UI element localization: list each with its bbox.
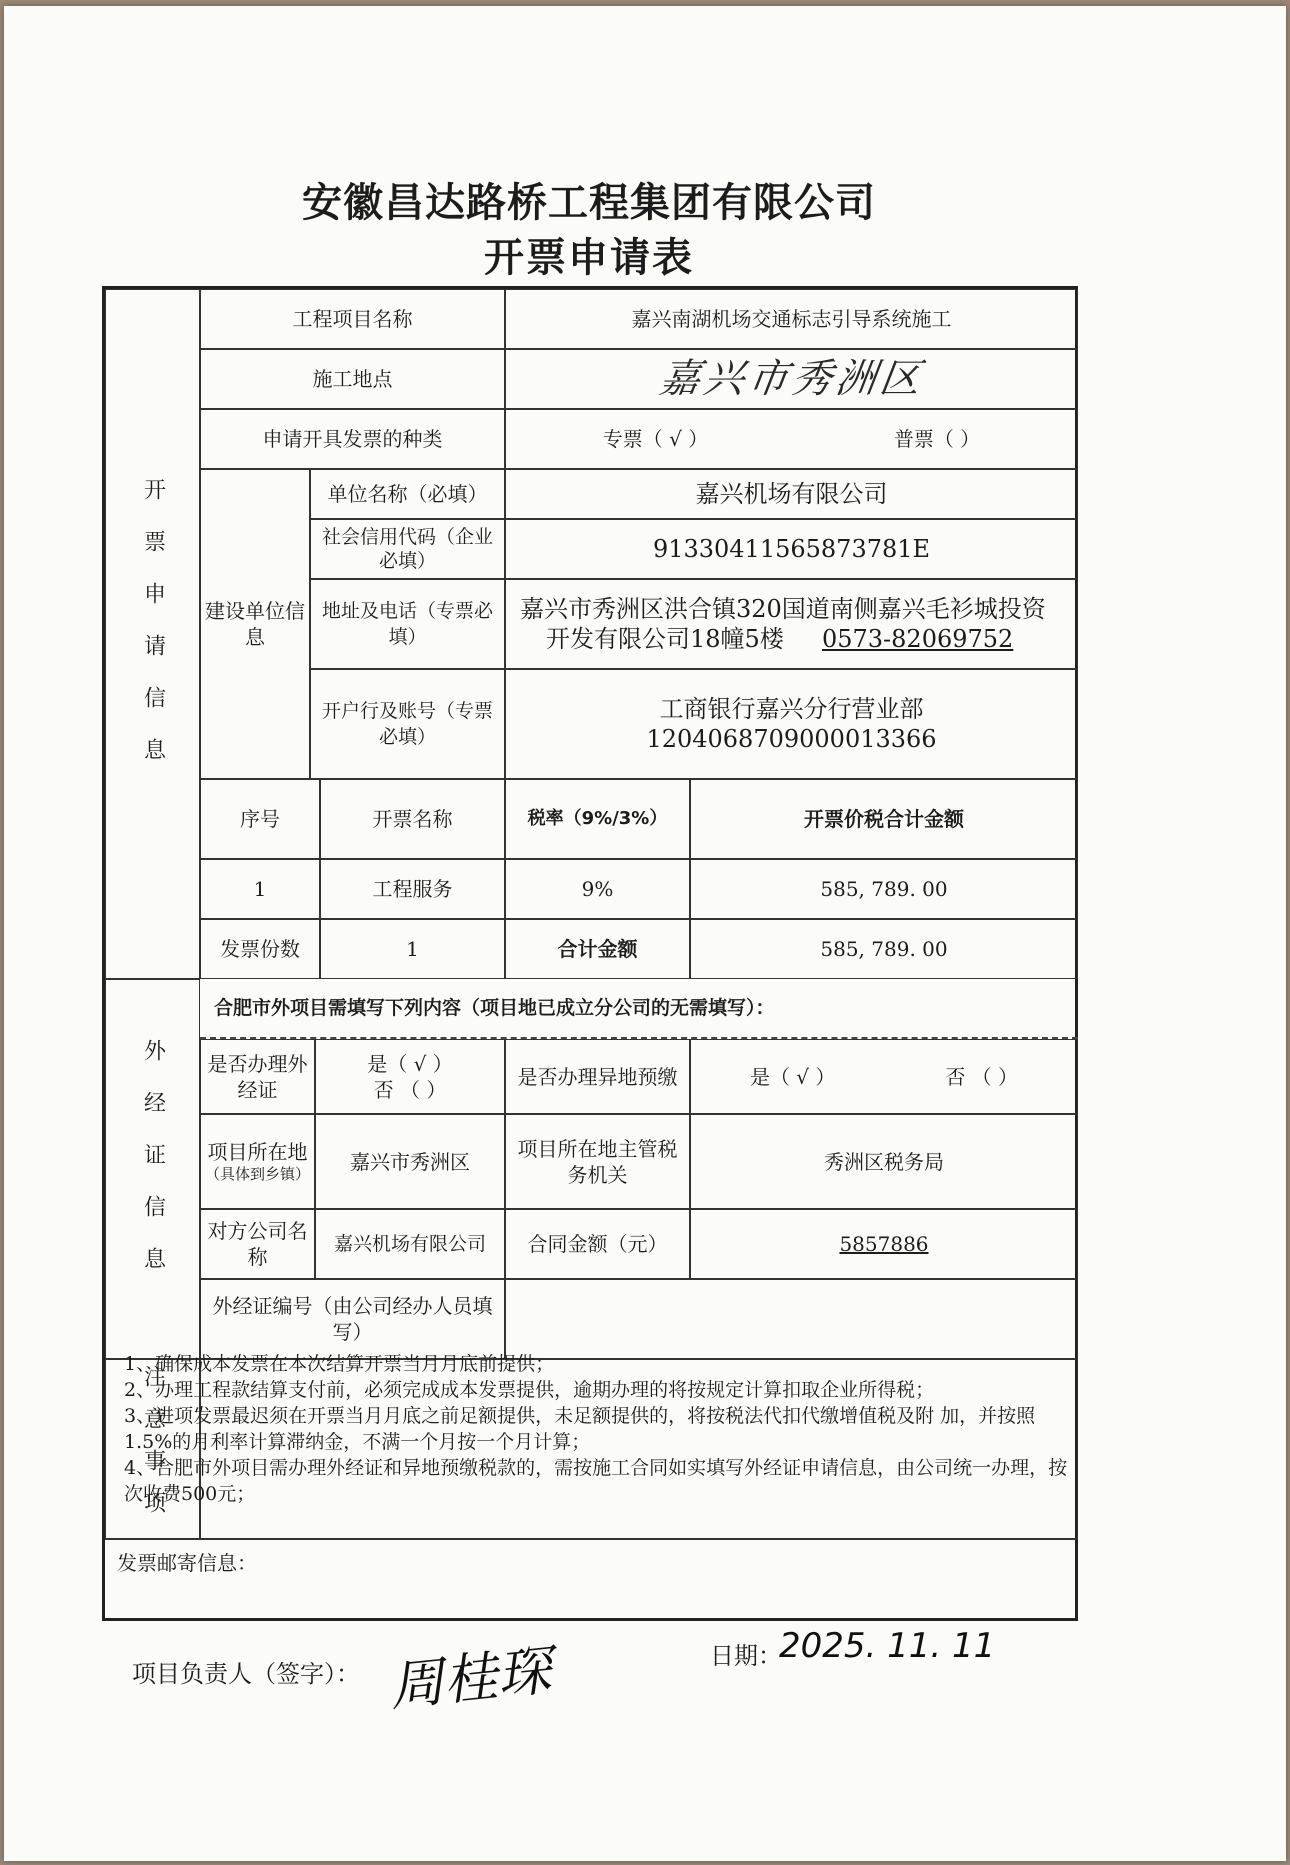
total-label: 合计金额 [505, 919, 690, 979]
bank-account: 1204068709000013366 [646, 725, 937, 753]
cert-number-label: 外经证编号（由公司经办人员填写） [200, 1279, 505, 1359]
date-handwritten: 2025. 11. 11 [779, 1626, 996, 1666]
site-sub-label: （具体到乡镇） [205, 1165, 311, 1183]
col-header-amount: 开票价税合计金额 [690, 779, 1078, 859]
bank-name: 工商银行嘉兴分行营业部 [659, 695, 924, 723]
bank-label: 开户行及账号（专票必填） [310, 669, 505, 779]
site-label: 项目所在地 [207, 1140, 308, 1164]
row-index: 1 [200, 859, 320, 919]
address-line2: 开发有限公司18幢5楼 [546, 625, 784, 653]
site-value: 嘉兴市秀洲区 [315, 1114, 505, 1209]
signature: 周桂琛 [386, 1638, 555, 1719]
counterparty: 嘉兴机场有限公司 [315, 1209, 505, 1279]
builder-group-label: 建设单位信息 [200, 469, 310, 779]
invoice-type-cell [505, 409, 1078, 469]
invoice-type-label: 申请开具发票的种类 [200, 409, 505, 469]
cert-yes: 是（ √ ） [367, 1051, 453, 1076]
location-label: 施工地点 [200, 349, 505, 409]
phone: 0573-82069752 [821, 625, 1014, 653]
prepay-yes: 是（ √ ） [749, 1064, 836, 1089]
normal-invoice-option: 普票（ ） [893, 427, 981, 451]
external-intro: 合肥市外项目需填写下列内容（项目地已成立分公司的无需填写）： [200, 979, 1078, 1039]
bank-cell [505, 669, 1078, 779]
address-line1: 嘉兴市秀洲区洪合镇320国道南侧嘉兴毛衫城投资 [520, 595, 1046, 623]
cert-number-value [505, 1279, 1078, 1359]
project-name: 嘉兴南湖机场交通标志引导系统施工 [505, 289, 1078, 349]
note-item: 2、办理工程款结算支付前，必须完成成本发票提供，逾期办理的将按规定计算扣取企业所得税； [124, 1379, 935, 1401]
project-name-label: 工程项目名称 [200, 289, 505, 349]
row-rate: 9% [505, 859, 690, 919]
section-notes: 注意事项 [140, 1365, 166, 1533]
row-name: 工程服务 [320, 859, 505, 919]
cert-no: 否 （ ） [373, 1077, 447, 1102]
credit-code: 91330411565873781E [505, 519, 1078, 579]
signer-label: 项目负责人（签字）： [132, 1660, 360, 1688]
location-handwritten: 嘉兴市秀洲区 [656, 356, 927, 402]
col-header-name: 开票名称 [320, 779, 505, 859]
tax-office: 秀洲区税务局 [690, 1114, 1078, 1209]
contract-label: 合同金额（元） [505, 1209, 690, 1279]
cert-label: 是否办理外经证 [200, 1039, 315, 1114]
section-external-cert: 外经证信息 [140, 1039, 166, 1299]
mail-info [105, 1539, 1078, 1621]
company-title: 安徽昌达路桥工程集团有限公司 [302, 180, 876, 226]
unit-name: 嘉兴机场有限公司 [505, 469, 1078, 519]
address-line2-wrap [520, 624, 1013, 654]
col-header-index: 序号 [200, 779, 320, 859]
section-invoice-info: 开票申请信息 [140, 478, 166, 790]
unit-label: 单位名称（必填） [310, 469, 505, 519]
date-label: 日期： [710, 1642, 782, 1670]
special-invoice-option: 专票（ √ ） [602, 427, 709, 451]
site-label-cell [200, 1114, 315, 1209]
mail-label: 发票邮寄信息： [117, 1551, 257, 1575]
col-header-rate: 税率（9%/3%） [505, 779, 690, 859]
total-amount: 585, 789. 00 [690, 919, 1078, 979]
cert-options [315, 1039, 505, 1114]
notes-list [124, 1351, 1079, 1507]
paper [4, 6, 1286, 1861]
location-cell [505, 349, 1078, 409]
address-label: 地址及电话（专票必填） [310, 579, 505, 669]
note-item: 4、合肥市外项目需办理外经证和异地预缴税款的，需按施工合同如实填写外经证申请信息，由公司统一办理，按次收费500元； [124, 1457, 1068, 1505]
tax-office-label: 项目所在地主管税务机关 [505, 1114, 690, 1209]
row-amount: 585, 789. 00 [690, 859, 1078, 919]
contract-amount: 5857886 [839, 1232, 929, 1256]
note-item: 1、确保成本发票在本次结算开票当月月底前提供； [124, 1353, 555, 1375]
invoice-count-label: 发票份数 [200, 919, 320, 979]
note-item: 3、进项发票最迟须在开票当月月底之前足额提供，未足额提供的，将按税法代扣代缴增值税及附 加，并按照1.5%的月利率计算滞纳金，不满一个月按一个月计算； [124, 1405, 1036, 1453]
prepay-options [690, 1039, 1078, 1114]
form-title: 开票申请表 [484, 235, 694, 281]
contract-cell [690, 1209, 1078, 1279]
prepay-label: 是否办理异地预缴 [505, 1039, 690, 1114]
section-invoice-info-cell [105, 289, 200, 979]
credit-label: 社会信用代码（企业必填） [310, 519, 505, 579]
address-cell [505, 579, 1078, 669]
section-external-cert-cell [105, 979, 200, 1359]
prepay-no: 否 （ ） [945, 1064, 1019, 1089]
invoice-count: 1 [320, 919, 505, 979]
counterparty-label: 对方公司名称 [200, 1209, 315, 1279]
